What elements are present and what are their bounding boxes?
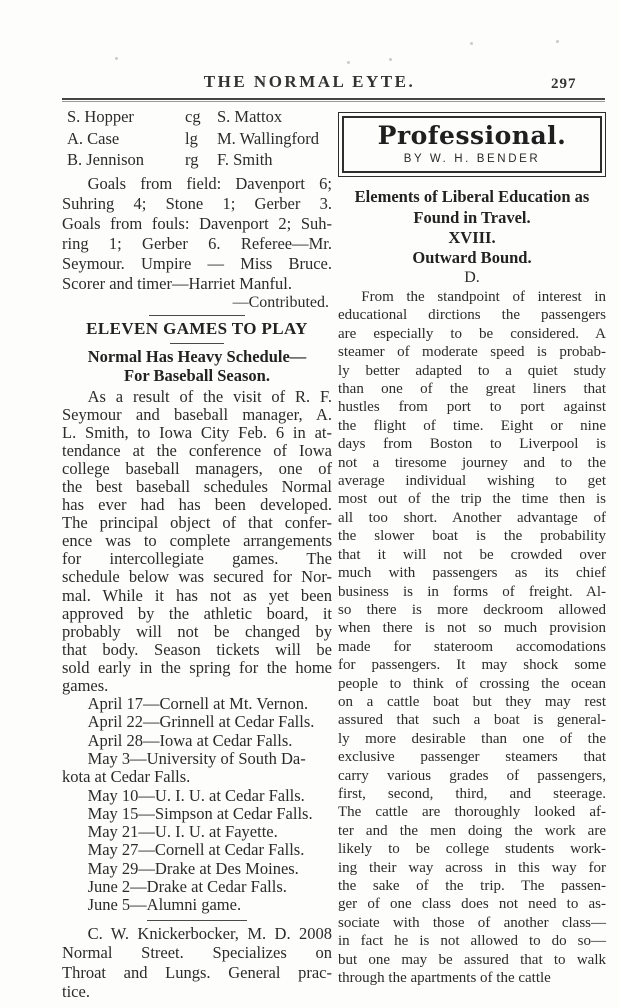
text-line: May 29—Drake at Des Moines. [87,858,299,878]
text-line: much with passengers as its chief [338,565,606,582]
page-number: 297 [551,76,577,92]
text-line: probably will not be changed by [62,621,332,641]
text-line: As a result of the visit of R. F. [87,386,332,406]
text-line: first, second, third, and steerage. [338,785,606,802]
text-line: steamer of moderate speed is probab- [338,344,606,361]
text-line: April 22—Grinnell at Cedar Falls. [87,712,315,732]
travel-article-section: Outward Bound. [412,248,532,267]
text-line: April 28—Iowa at Cedar Falls. [87,730,293,750]
text-line: made for stateroom accomodations [338,638,606,655]
text-line: exclusive passenger steamers that [338,749,606,766]
text-line: ing their way across in this way for [338,859,606,876]
text-line: From the standpoint of interest in [361,289,606,305]
roster-row [62,128,332,150]
text-line: on a cattle boat but they may rest [338,693,606,710]
text-line: Scorer and timer—Harriet Manful. [62,273,293,293]
roster-row [62,149,332,171]
text-line: ly more desirable than one of the [338,730,606,747]
text-line: assured that such a boat is general- [338,712,606,729]
text-line: C. W. Knickerbocker, M. D. 2008 [87,923,332,943]
text-line: likely to be college students work- [338,841,606,858]
text-line: people to think of crossing the ocean [338,675,606,692]
text-line: days from Boston to Liverpool is [338,436,606,453]
text-line: carry various grades of passengers, [338,767,606,784]
text-line: sold early in the spring for the home [62,657,332,677]
left-column [62,106,332,1002]
text-line: so there is more deckroom allowed [338,601,606,618]
text-line: most out of the trip the time then is [338,491,606,508]
text-line: The principal object of that confer- [62,513,332,533]
text-line: average individual wishing to get [338,473,606,490]
section-rule [147,920,247,921]
text-line: mal. While it has not as yet been [62,585,332,605]
text-line: approved by the athletic board, it [62,603,332,623]
text-line: L. Smith, to Iowa City Feb. 6 in at- [62,422,332,442]
professional-box [338,112,606,177]
text-line: business is in forms of freight. Al- [338,583,606,600]
text-line: but one may be assured that to walk [338,951,606,968]
text-line: for intercollegiate games. The [62,549,332,569]
text-line: ter and the men doing the work are [338,822,606,839]
article-heading: ELEVEN GAMES TO PLAY [86,318,308,338]
scan-speck [115,57,118,60]
text-line: games. [62,676,109,695]
player-home: A. Case [67,128,120,148]
text-line: the sake of the trip. The passen- [338,878,606,894]
text-line: kota at Cedar Falls. [62,767,191,787]
text-line: May 15—Simpson at Cedar Falls. [87,803,313,823]
text-line: May 10—U. I. U. at Cedar Falls. [87,785,305,805]
player-away: M. Wallingford [217,128,319,148]
text-line: Found in Travel. [413,207,531,227]
text-line: tice. [62,982,90,1002]
text-line: June 5—Alumni game. [87,895,242,915]
text-line: ly better adapted to a quiet study [338,362,606,379]
text-line: Elements of Liberal Education as [354,187,590,206]
player-position: cg [185,107,201,126]
travel-article-body [338,288,606,987]
header-double-rule [62,98,605,102]
text-line: all too short. Another advantage of [338,509,606,526]
article-subheading [62,347,332,386]
text-line: college baseball managers, one of [62,458,332,478]
text-line: Throat and Lungs. General prac- [62,962,332,982]
player-away: S. Mattox [217,107,283,126]
contributed-credit: —Contributed. [232,293,329,311]
text-line: has ever had has been developed. [62,495,332,515]
text-line: ger of one class does not need to as- [338,896,606,913]
travel-article-headings [338,187,606,287]
text-line: April 17—Cornell at Mt. Vernon. [87,694,309,714]
scan-speck [556,40,559,43]
text-line: the slower boat is the probability [338,528,606,545]
player-home: S. Hopper [67,107,134,126]
text-line: Goals from field: Davenport 6; [87,173,332,193]
text-line: Seymour. Umpire — Miss Bruce. [62,253,332,273]
text-line: through the apartments of the cattle [338,970,551,987]
professional-title: Professional. [377,121,567,150]
text-line: For Baseball Season. [124,366,270,385]
text-line: Normal Has Heavy Schedule— [87,346,307,366]
text-line: sociate with those of another class— [338,914,606,931]
baseball-schedule-list [62,695,332,915]
text-line: ring 1; Gerber 6. Referee—Mr. [62,233,332,253]
text-line: that it will not be crowded over [338,546,606,563]
text-line: the flight of time. Eight or nine [338,417,606,434]
text-line: hustles from port to port against [338,399,606,416]
player-away: F. Smith [217,150,273,169]
text-line: when there is not so much provision [338,620,606,637]
right-column [338,112,606,987]
text-line: that body. Season tickets will be [62,639,332,659]
player-position: lg [185,128,198,148]
text-line: tendance at the conference of Iowa [62,440,332,460]
professional-byline: BY W. H. BENDER [403,153,541,165]
masthead-title: THE NORMAL EYTE. [203,72,416,91]
box-score-roster [62,106,332,171]
text-line: the best baseball schedules Normal [62,476,332,496]
text-line: than one of the great liners that [338,381,606,398]
game-summary-paragraph [62,174,332,294]
scan-speck [470,42,473,45]
scan-speck [347,61,350,64]
text-line: not a tiresome journey and to the [338,454,606,471]
player-position: rg [185,150,199,169]
text-line: educational dirctions the passengers [338,307,606,324]
travel-article-subsection: D. [464,269,480,286]
text-line: The cattle are thoroughly looked af- [338,804,606,821]
knickerbocker-ad [62,924,332,1002]
text-line: May 21—U. I. U. at Fayette. [87,822,278,842]
text-line: Goals from fouls: Davenport 2; Suh- [62,213,332,233]
travel-article-part: XVIII. [448,228,496,247]
section-rule [149,315,245,316]
text-line: are especially to be considered. A [338,325,606,342]
travel-article-title [338,187,606,228]
text-line: for passengers. It may shock some [338,657,606,674]
text-line: Suhring 4; Stone 1; Gerber 3. [62,193,332,213]
text-line: May 3—University of South Da- [87,748,306,768]
heading-rule [170,343,224,344]
text-line: ence was to complete arrangements [62,531,332,551]
article-body-paragraph [62,388,332,696]
text-line: Normal Street. Specializes on [62,943,332,963]
text-line: June 2—Drake at Cedar Falls. [87,877,287,897]
roster-row [62,106,332,128]
player-home: B. Jennison [67,150,145,169]
text-line: in fact he is not allowed to do so— [338,933,606,950]
professional-box-inner [342,116,602,173]
text-line: schedule below was secured for Nor- [62,567,332,587]
scan-speck [389,58,392,61]
text-line: Seymour and baseball manager, A. [62,404,332,424]
text-line: May 27—Cornell at Cedar Falls. [87,840,305,860]
